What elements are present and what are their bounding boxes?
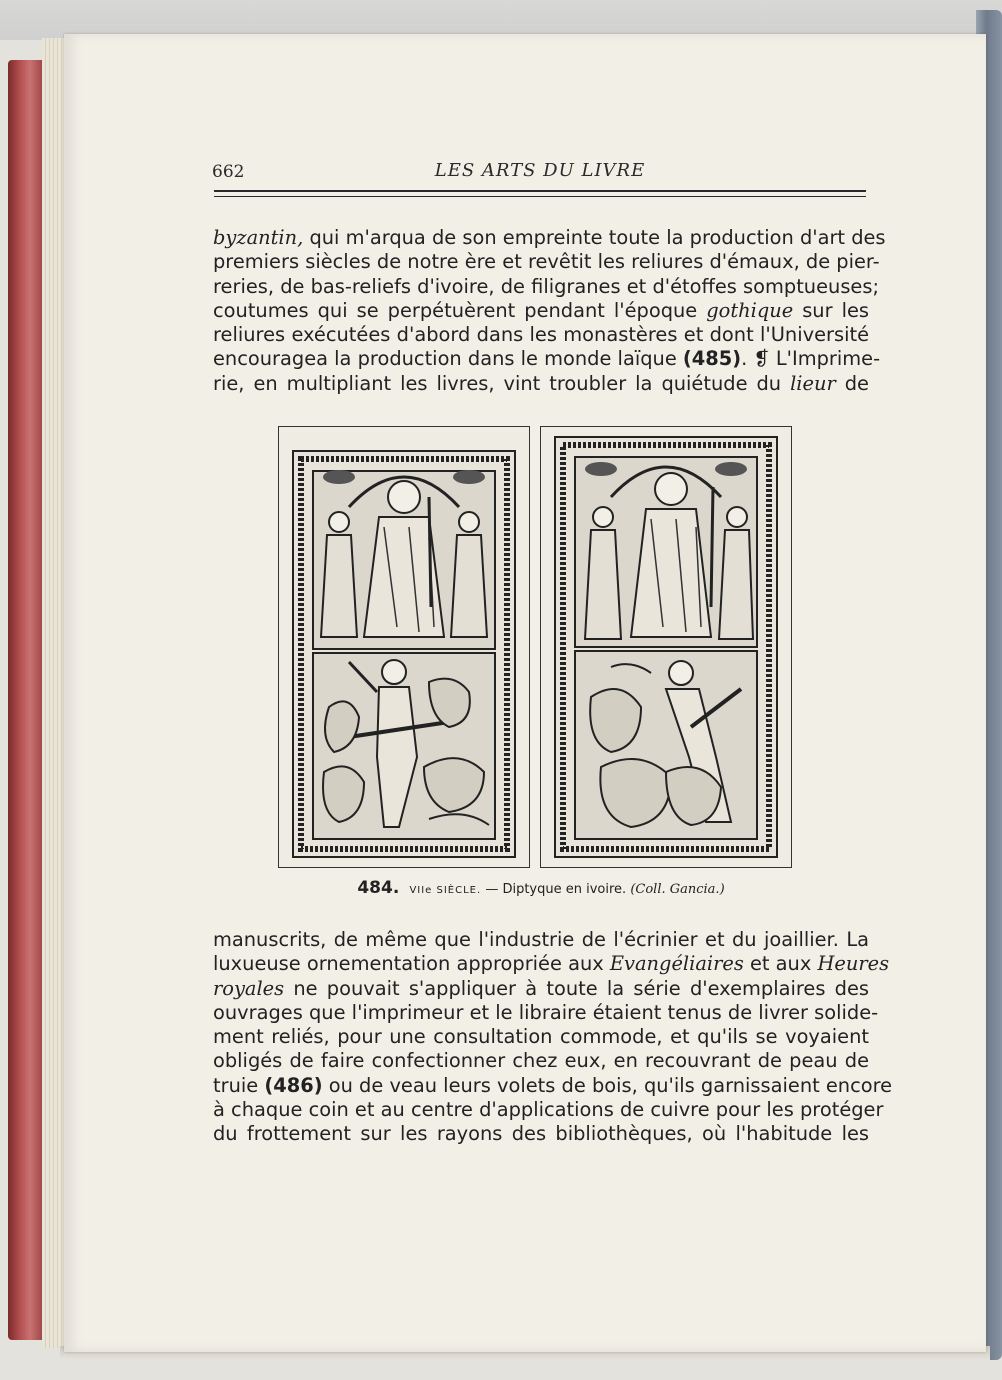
text-line: [213, 928, 869, 952]
text-line: [213, 952, 890, 976]
text-run: ment reliés, pour une consultation commode, et qu'ils se voyaient: [213, 1025, 869, 1049]
text-line: [213, 274, 879, 299]
text-run: encouragea la production dans le monde laïque: [213, 347, 683, 371]
text-line: [213, 226, 886, 250]
text-run: et aux: [743, 952, 818, 976]
text-run: L'Imprime-: [769, 347, 881, 371]
running-head: [212, 160, 868, 186]
text-line: [213, 1025, 869, 1049]
text-line: [213, 323, 869, 347]
text-run: truie: [213, 1073, 265, 1097]
header-rule-thick: [214, 190, 866, 192]
text-run: coutumes qui se perpétuèrent pendant l'époque: [213, 298, 707, 322]
figure-title: Diptyque en ivoire.: [502, 882, 627, 897]
text-line: [213, 977, 869, 1001]
paragraph-top: [213, 226, 886, 396]
text-run: ouvrages que l'imprimeur et le libraire étaient tenus de livrer solide-: [213, 1000, 879, 1024]
text-line: [213, 347, 881, 371]
text-run: luxueuse ornementation appropriée aux: [213, 952, 610, 976]
italic-word: Evangéliaires: [609, 952, 744, 976]
figure-century: VIIe SIÈCLE.: [409, 885, 482, 896]
text-line: [213, 1049, 869, 1073]
figure-reference: (485): [682, 347, 742, 371]
figure-caption: [213, 878, 869, 898]
diptych-right-panel: [540, 426, 792, 868]
text-run: du frottement sur les rayons des bibliothèques, où l'habitude les: [213, 1122, 869, 1146]
figure-number: 484.: [357, 878, 400, 898]
text-run: reries, de bas-reliefs d'ivoire, de filigranes et d'étoffes somptueuses;: [213, 274, 879, 298]
pilcrow-icon: ❡: [753, 347, 770, 371]
text-line: [213, 250, 880, 274]
text-run: de: [835, 371, 869, 395]
text-line: [213, 1098, 884, 1122]
figure-reference: (486): [264, 1073, 323, 1097]
ivory-panel-drawing: [541, 427, 791, 867]
diptych-left-panel: [278, 426, 530, 868]
text-run: .: [741, 347, 754, 371]
diptych-illustration: [278, 426, 804, 868]
text-line: [213, 1122, 869, 1146]
italic-word: lieur: [790, 371, 836, 395]
text-run: ou de veau leurs volets de bois, qu'ils garnissaient encore: [322, 1073, 893, 1097]
text-line: [213, 1000, 879, 1025]
italic-word: Heures: [817, 952, 890, 976]
page-number: 662: [212, 162, 245, 182]
text-line: [213, 1073, 893, 1098]
text-line: [213, 299, 869, 323]
text-run: qui m'arqua de son empreinte toute la production d'art des: [303, 226, 886, 249]
caption-dash: —: [481, 882, 503, 897]
text-run: rie, en multipliant les livres, vint troubler la quiétude du: [213, 371, 791, 395]
running-title: LES ARTS DU LIVRE: [434, 160, 646, 181]
text-run: sur les: [793, 298, 869, 322]
figure-collection: (Coll. Gancia.): [630, 882, 725, 897]
text-run: ne pouvait s'appliquer à toute la série d'exemplaires des: [284, 976, 869, 1000]
ivory-panel-drawing: [279, 427, 529, 867]
text-run: reliures exécutées d'abord dans les monastères et dont l'Université: [213, 323, 869, 347]
text-run: manuscrits, de même que l'industrie de l'écrinier et du joaillier. La: [213, 928, 869, 951]
italic-word: gothique: [706, 298, 794, 322]
header-rule-thin: [214, 196, 866, 197]
italic-word: royales: [213, 976, 285, 1000]
italic-word: byzantin,: [213, 226, 304, 249]
text-run: obligés de faire confectionner chez eux, en recouvrant de peau de: [213, 1049, 869, 1073]
paragraph-bottom: [213, 928, 893, 1147]
text-run: à chaque coin et au centre d'applications de cuivre pour les protéger: [213, 1098, 884, 1122]
text-line: [213, 372, 869, 396]
text-run: premiers siècles de notre ère et revêtit les reliures d'émaux, de pier-: [213, 250, 880, 274]
